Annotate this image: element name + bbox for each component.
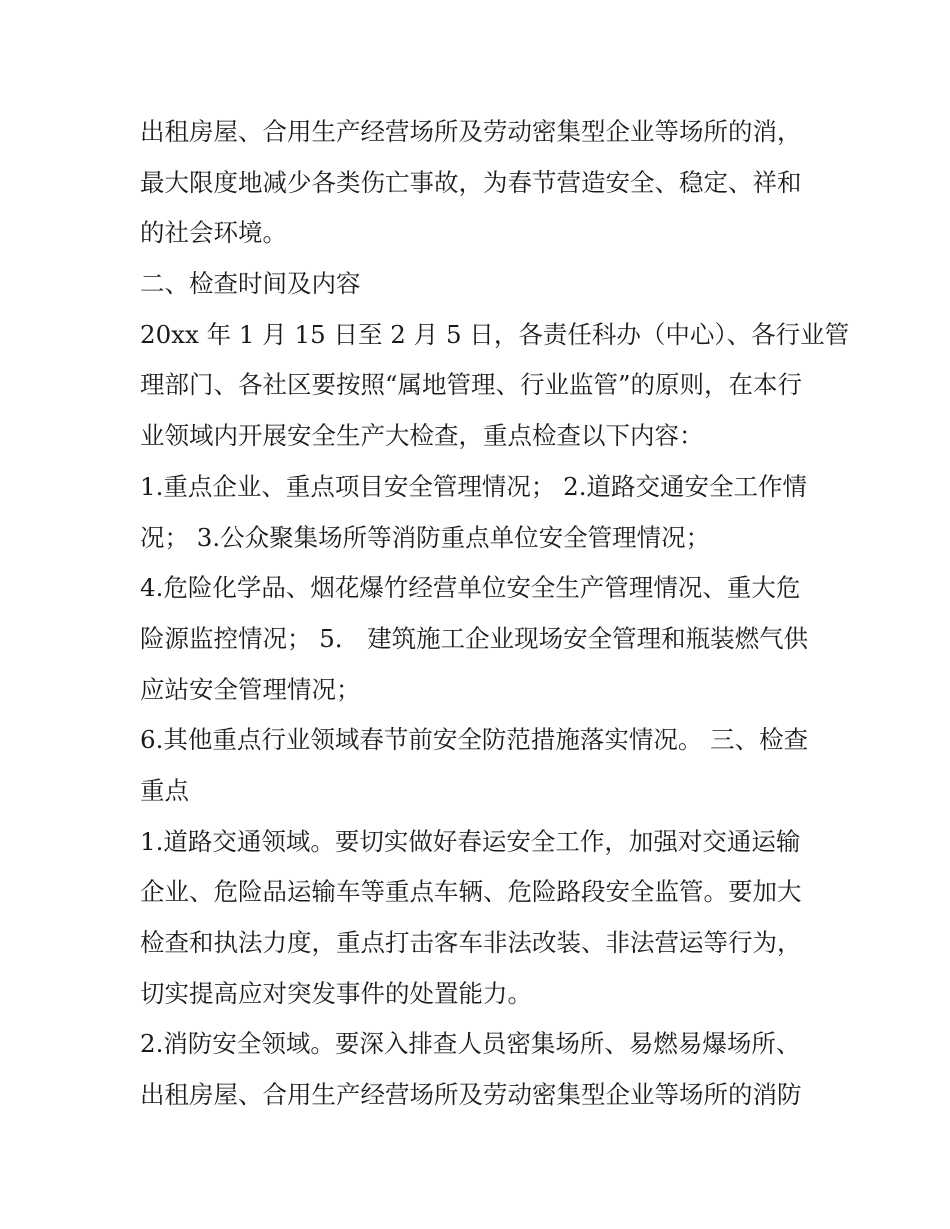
list-item: 切实提高应对突发事件的处置能力。 bbox=[140, 978, 532, 1008]
list-item: 6.其他重点行业领域春节前安全防范措施落实情况。 三、检查 bbox=[140, 725, 809, 755]
text-line: 出租房屋、合用生产经营场所及劳动密集型企业等场所的消， bbox=[140, 117, 802, 146]
text-line: 20xx 年 1 月 15 日至 2 月 5 日，各责任科办（中心）、各行业管 bbox=[140, 319, 850, 349]
list-item: 险源监控情况； 5． 建筑施工企业现场安全管理和瓶装燃气供 bbox=[140, 623, 809, 653]
list-item: 出租房屋、合用生产经营场所及劳动密集型企业等场所的消防 bbox=[140, 1080, 802, 1110]
list-item: 应站安全管理情况； bbox=[140, 674, 361, 704]
document-body bbox=[140, 107, 850, 1121]
list-item: 1.道路交通领域。要切实做好春运安全工作，加强对交通运输 bbox=[140, 826, 801, 856]
list-item: 2.消防安全领域。要深入排查人员密集场所、易燃易爆场所、 bbox=[140, 1029, 801, 1059]
section-heading: 二、检查时间及内容 bbox=[140, 269, 361, 299]
list-item: 况； 3.公众聚集场所等消防重点单位安全管理情况； bbox=[140, 522, 711, 552]
text-line: 理部门、各社区要按照“属地管理、行业监管”的原则，在本行 bbox=[140, 370, 803, 400]
list-item: 检查和执法力度，重点打击客车非法改装、非法营运等行为， bbox=[140, 928, 802, 957]
list-item: 企业、危险品运输车等重点车辆、危险路段安全监管。要加大 bbox=[140, 877, 802, 907]
section-heading: 重点 bbox=[140, 775, 189, 805]
list-item: 1.重点企业、重点项目安全管理情况； 2.道路交通安全工作情 bbox=[140, 471, 808, 501]
text-line: 的社会环境。 bbox=[140, 218, 287, 248]
text-line: 最大限度地减少各类伤亡事故，为春节营造安全、稳定、祥和 bbox=[140, 167, 802, 197]
list-item: 4.危险化学品、烟花爆竹经营单位安全生产管理情况、重大危 bbox=[140, 573, 801, 603]
text-line: 业领域内开展安全生产大检查，重点检查以下内容： bbox=[140, 421, 704, 451]
